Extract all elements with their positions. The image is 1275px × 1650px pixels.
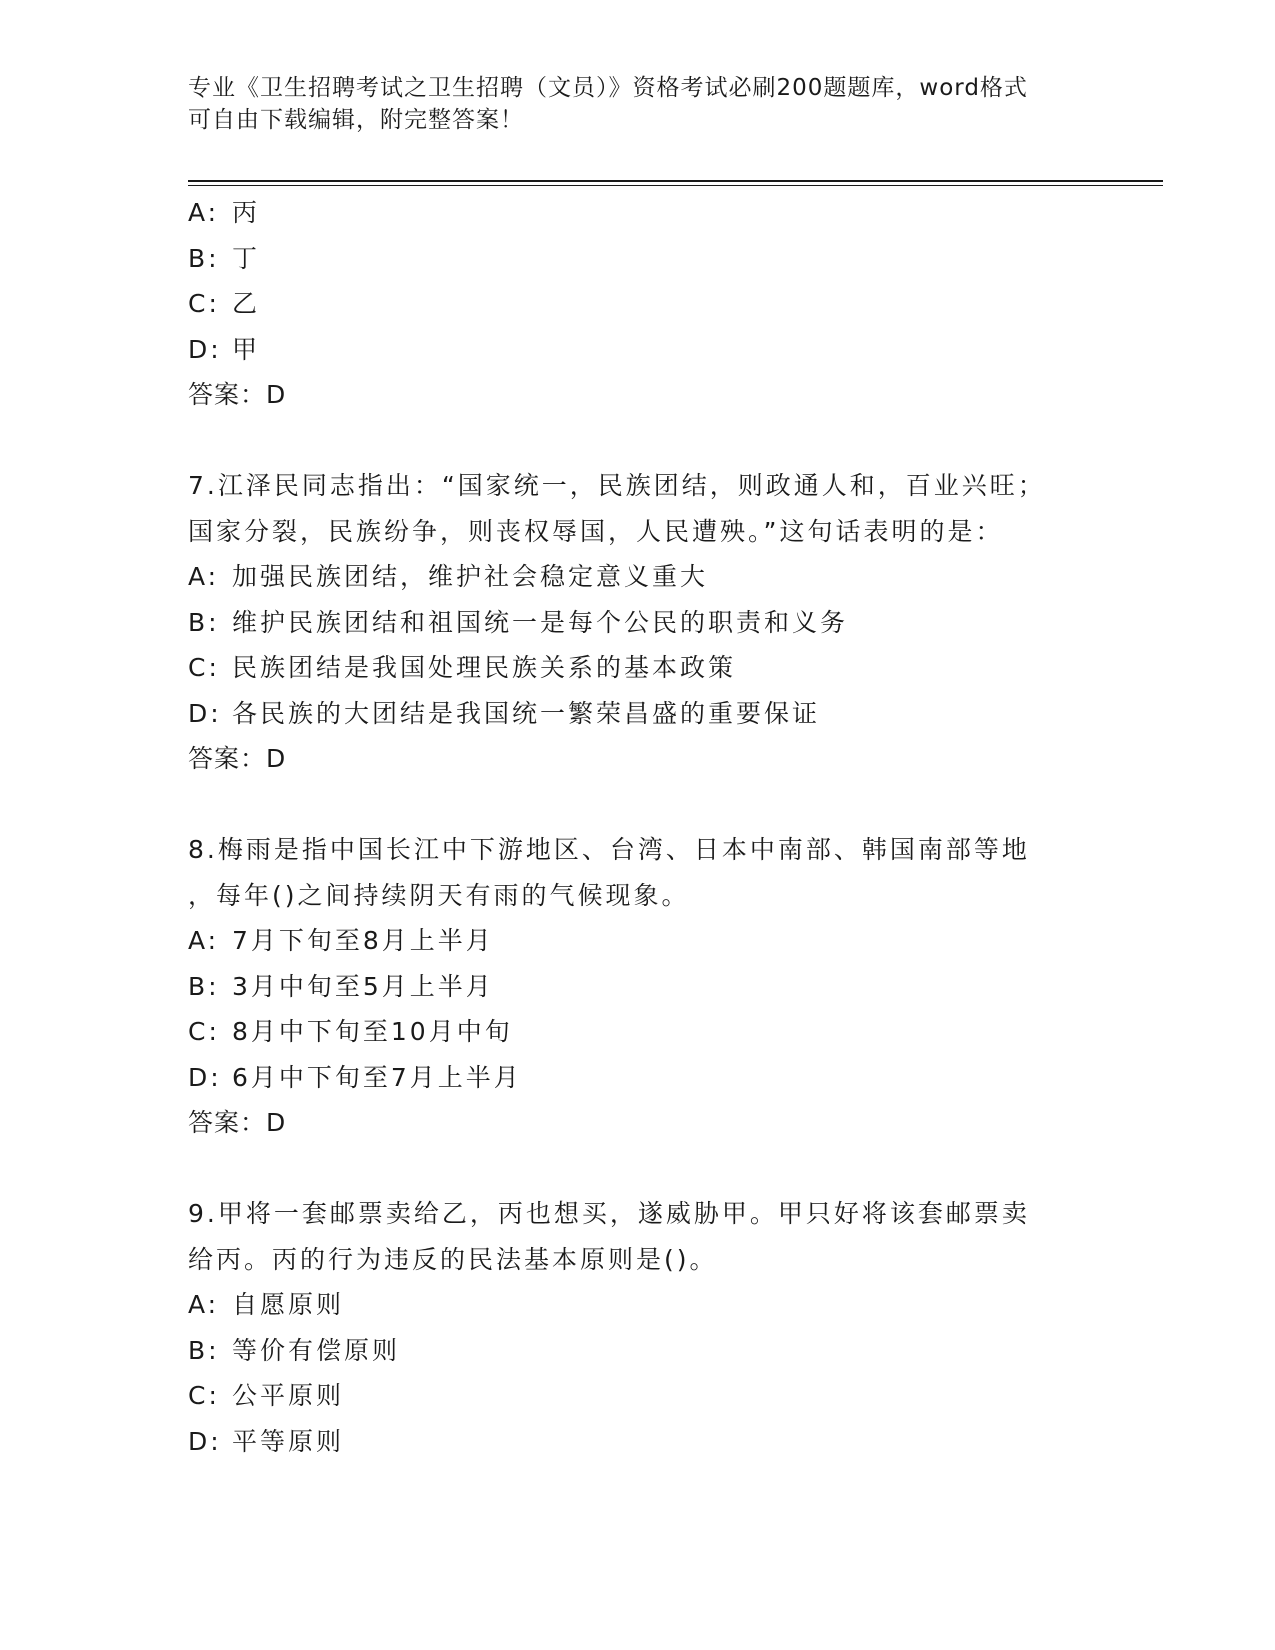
answer-text: 答案：D <box>188 744 287 773</box>
question-stem-line-2: ，每年()之间持续阴天有雨的气候现象。 <box>188 880 690 910</box>
option-c <box>188 645 1148 691</box>
option-b <box>188 236 1148 282</box>
option-text: 平等原则 <box>232 1426 345 1456</box>
header-line-2: 可自由下载编辑，附完整答案！ <box>188 107 524 133</box>
question-7 <box>188 463 1148 782</box>
option-label: C: <box>188 1381 220 1410</box>
question-8 <box>188 827 1148 1146</box>
option-label: C: <box>188 289 220 318</box>
option-b <box>188 600 1148 646</box>
question-6 <box>188 190 1148 418</box>
option-label: B: <box>188 971 220 1001</box>
document-body <box>188 190 1148 1464</box>
option-label: A: <box>188 562 220 591</box>
option-text: 甲 <box>232 334 261 364</box>
option-text: 民族团结是我国处理民族关系的基本政策 <box>232 653 737 682</box>
option-a <box>188 190 1148 236</box>
document-header <box>188 72 1088 136</box>
option-d <box>188 1055 1148 1101</box>
option-a <box>188 554 1148 600</box>
header-divider-thick <box>188 180 1163 182</box>
option-text: 公平原则 <box>232 1381 345 1410</box>
option-text: 加强民族团结，维护社会稳定意义重大 <box>232 562 709 591</box>
option-text: 6月中下旬至7月上半月 <box>232 1062 522 1092</box>
option-label: D: <box>188 698 222 728</box>
spacer <box>188 1146 1148 1192</box>
question-stem-line-1: 8.梅雨是指中国长江中下游地区、台湾、日本中南部、韩国南部等地 <box>188 835 1030 864</box>
option-c <box>188 1009 1148 1055</box>
option-label: A: <box>188 926 220 955</box>
option-text: 乙 <box>232 289 261 318</box>
question-stem-line-2: 给丙。丙的行为违反的民法基本原则是()。 <box>188 1244 718 1274</box>
option-a <box>188 918 1148 964</box>
option-label: C: <box>188 1017 220 1046</box>
question-stem-line-1: 9.甲将一套邮票卖给乙，丙也想买，遂威胁甲。甲只好将该套邮票卖 <box>188 1199 1030 1228</box>
answer-text: 答案：D <box>188 380 287 409</box>
spacer <box>188 782 1148 828</box>
option-text: 8月中下旬至10月中旬 <box>232 1017 513 1046</box>
option-label: D: <box>188 1062 222 1092</box>
option-text: 丁 <box>232 243 261 273</box>
option-label: A: <box>188 198 220 227</box>
option-text: 丙 <box>232 198 261 227</box>
option-label: B: <box>188 607 220 637</box>
option-a <box>188 1282 1148 1328</box>
option-text: 等价有偿原则 <box>232 1335 401 1365</box>
option-c <box>188 281 1148 327</box>
option-text: 自愿原则 <box>232 1290 345 1319</box>
question-stem-line-2: 国家分裂，民族纷争，则丧权辱国，人民遭殃。”这句话表明的是： <box>188 516 1004 546</box>
option-text: 维护民族团结和祖国统一是每个公民的职责和义务 <box>232 607 849 637</box>
option-label: D: <box>188 334 222 364</box>
option-label: B: <box>188 243 220 273</box>
option-b <box>188 1328 1148 1374</box>
option-label: D: <box>188 1426 222 1456</box>
spacer <box>188 418 1148 464</box>
option-label: A: <box>188 1290 220 1319</box>
question-stem-line-1: 7.江泽民同志指出：“国家统一，民族团结，则政通人和，百业兴旺； <box>188 471 1046 500</box>
header-divider-thin <box>188 185 1163 186</box>
answer-text: 答案：D <box>188 1108 287 1137</box>
option-d <box>188 691 1148 737</box>
option-label: B: <box>188 1335 220 1365</box>
header-line-1: 专业《卫生招聘考试之卫生招聘（文员）》资格考试必刷200题题库，word格式 <box>188 75 1028 101</box>
option-d <box>188 1419 1148 1465</box>
option-label: C: <box>188 653 220 682</box>
option-text: 各民族的大团结是我国统一繁荣昌盛的重要保证 <box>232 698 821 728</box>
option-c <box>188 1373 1148 1419</box>
option-d <box>188 327 1148 373</box>
option-text: 7月下旬至8月上半月 <box>232 926 494 955</box>
option-b <box>188 964 1148 1010</box>
option-text: 3月中旬至5月上半月 <box>232 971 494 1001</box>
question-9 <box>188 1191 1148 1464</box>
